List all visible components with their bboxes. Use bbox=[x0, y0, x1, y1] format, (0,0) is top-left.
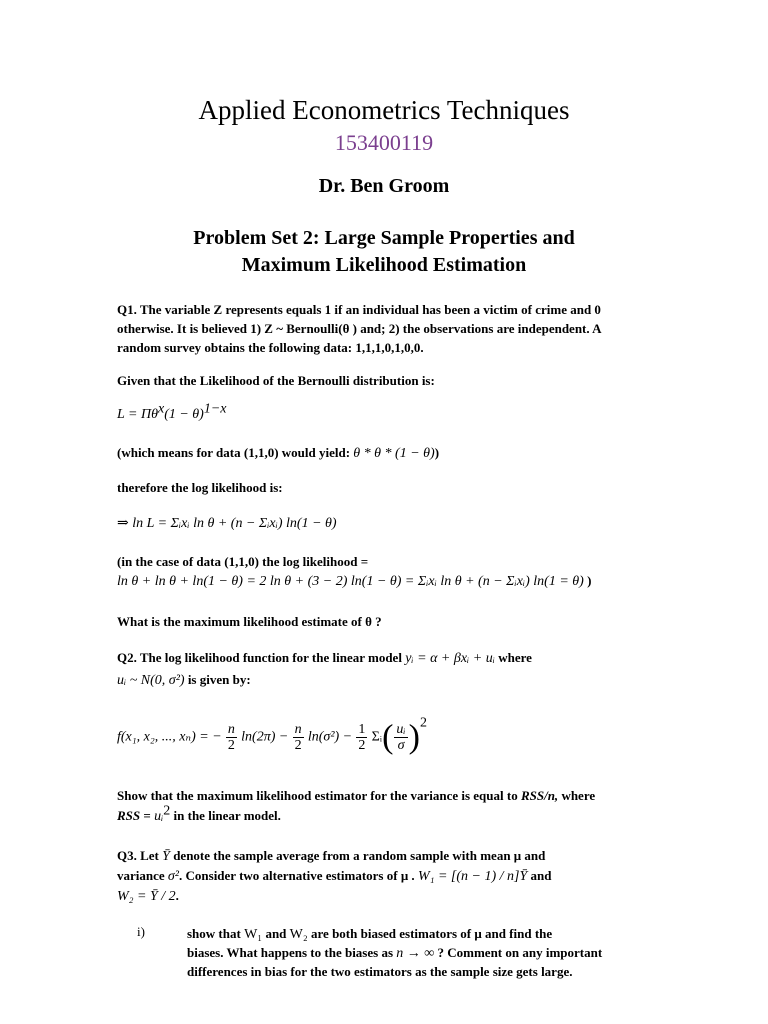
item-w1: W₁ bbox=[244, 927, 263, 942]
q2-where: where bbox=[498, 650, 532, 665]
q2-intro: Q2. The log likelihood function for the linear model bbox=[117, 650, 402, 665]
q1-line1: Q1. The variable Z represents equals 1 if an individual has been a victim of crime and 0 bbox=[117, 302, 601, 317]
show-where: where bbox=[561, 788, 596, 803]
likelihood-exp: x bbox=[157, 401, 165, 417]
q3-consider: . Consider two alternative estimators of μ . bbox=[179, 868, 415, 883]
which-means-formula: θ * θ * (1 − θ) bbox=[353, 446, 435, 461]
q3-w2-def: W₂ = Ȳ / 2 bbox=[117, 889, 176, 904]
fraction-n-over-2 bbox=[226, 722, 237, 753]
f-lhs: f(x₁, x₂, ..., xₙ) = − bbox=[117, 729, 222, 745]
in-case-close: ) bbox=[587, 573, 592, 588]
problem-set-title-line1: Problem Set 2: Large Sample Properties and bbox=[193, 227, 575, 249]
q1-therefore: therefore the log likelihood is: bbox=[117, 480, 283, 495]
q1-in-case: (in the case of data (1,1,0) the log likelihood = bbox=[117, 554, 369, 569]
left-paren: ( bbox=[382, 718, 394, 756]
course-code: 153400119 bbox=[334, 130, 434, 155]
item-show-that: show that bbox=[187, 926, 241, 941]
problem-set-title-line2: Maximum Likelihood Estimation bbox=[241, 254, 527, 276]
f-mid2: ln(σ²) − bbox=[307, 729, 353, 745]
loglik-equation: ⇒ ln L = Σᵢxᵢ ln θ + (n − Σᵢxᵢ) ln(1 − θ) bbox=[117, 516, 337, 531]
right-paren: ) bbox=[408, 718, 420, 756]
rss-tail: in the linear model. bbox=[173, 808, 281, 823]
loglik-function bbox=[117, 715, 677, 756]
q3-let: Q3. Let bbox=[117, 848, 159, 863]
frac2-den: 2 bbox=[294, 738, 302, 753]
frac2-num: n bbox=[294, 722, 302, 737]
f-mid1: ln(2π) − bbox=[241, 729, 289, 745]
author-name: Dr. Ben Groom bbox=[318, 175, 450, 197]
frac3-num: 1 bbox=[358, 722, 366, 737]
q3-dot: . bbox=[175, 888, 179, 903]
q3-sigma-sq: σ² bbox=[167, 869, 180, 884]
in-case-formula bbox=[117, 571, 737, 591]
likelihood-lhs: L = Πθ bbox=[117, 407, 158, 422]
frac1-den: 2 bbox=[227, 738, 235, 753]
item-biased: are both biased estimators of μ and find the bbox=[311, 926, 553, 941]
in-case-equation: ln θ + ln θ + ln(1 − θ) = 2 ln θ + (3 − 2) ln(1 − θ) = Σᵢxᵢ ln θ + (n − Σᵢxᵢ) ln(1 = θ) bbox=[117, 574, 584, 589]
likelihood-formula bbox=[117, 401, 657, 424]
q2-show-line1 bbox=[117, 786, 657, 805]
fraction-u-over-sigma bbox=[394, 722, 407, 753]
q2-line1 bbox=[117, 648, 657, 668]
which-means-text: (which means for data (1,1,0) would yield: bbox=[117, 445, 351, 460]
q2-given-by: is given by: bbox=[187, 672, 251, 687]
q1-which-means bbox=[117, 443, 657, 463]
rss-eq: = bbox=[143, 808, 151, 823]
q3-w1-def: W₁ = [(n − 1) / n]Ȳ bbox=[417, 869, 528, 884]
q3-item-line1 bbox=[187, 924, 727, 944]
item-limit: n → ∞ bbox=[396, 946, 435, 961]
q2-line2 bbox=[117, 670, 657, 690]
q3-line2 bbox=[117, 866, 657, 886]
item-w2: W₂ bbox=[289, 927, 308, 942]
q3-line1 bbox=[117, 846, 657, 866]
q3-ybar: Ȳ bbox=[162, 849, 170, 864]
frac4-den: σ bbox=[397, 738, 405, 753]
loglik-formula bbox=[117, 513, 657, 533]
frac1-num: n bbox=[227, 722, 235, 737]
f-sigma: Σᵢ bbox=[371, 729, 383, 745]
show-rss-n: RSS/n, bbox=[520, 788, 559, 803]
likelihood-tail: (1 − θ) bbox=[164, 407, 204, 422]
q1-line2: otherwise. It is believed 1) Z ~ Bernoulli(θ ) and; 2) the observations are independent. A bbox=[117, 321, 602, 336]
frac3-den: 2 bbox=[358, 738, 366, 753]
f-exp: 2 bbox=[419, 715, 427, 731]
fraction-1-over-2 bbox=[356, 722, 367, 753]
frac4-num: uᵢ bbox=[396, 722, 406, 737]
q3-variance: variance bbox=[117, 868, 165, 883]
rss-u: uᵢ bbox=[154, 809, 164, 824]
q3-and: and bbox=[530, 868, 552, 883]
item-i-label: i) bbox=[137, 924, 145, 939]
which-means-close: ) bbox=[434, 445, 440, 460]
q2-error-dist: uᵢ ~ N(0, σ²) bbox=[117, 673, 185, 688]
show-text: Show that the maximum likelihood estimator for the variance is equal to bbox=[117, 788, 518, 803]
q1-given: Given that the Likelihood of the Bernoulli distribution is: bbox=[117, 373, 435, 388]
item-comment: ? Comment on any important bbox=[437, 945, 603, 960]
q3-item-line3: differences in bias for the two estimators as the sample size gets large. bbox=[187, 964, 573, 979]
q3-item-line2 bbox=[187, 943, 727, 963]
rss-u-exp: 2 bbox=[163, 803, 171, 819]
q3-denote: denote the sample average from a random sample with mean μ and bbox=[173, 848, 546, 863]
q1-question: What is the maximum likelihood estimate of θ ? bbox=[117, 614, 382, 629]
q2-show-line2 bbox=[117, 803, 657, 826]
q2-model: yᵢ = α + βxᵢ + uᵢ bbox=[405, 651, 495, 666]
q1-line3: random survey obtains the following data: 1,1,1,0,1,0,0. bbox=[117, 340, 424, 355]
item-biases: biases. What happens to the biases as bbox=[187, 945, 394, 960]
fraction-n-over-2-b bbox=[293, 722, 304, 753]
likelihood-tail-exp: 1−x bbox=[203, 401, 227, 417]
rss-label: RSS bbox=[117, 808, 141, 823]
document-title: Applied Econometrics Techniques bbox=[198, 95, 570, 125]
q3-line3 bbox=[117, 886, 657, 906]
item-and: and bbox=[265, 926, 287, 941]
